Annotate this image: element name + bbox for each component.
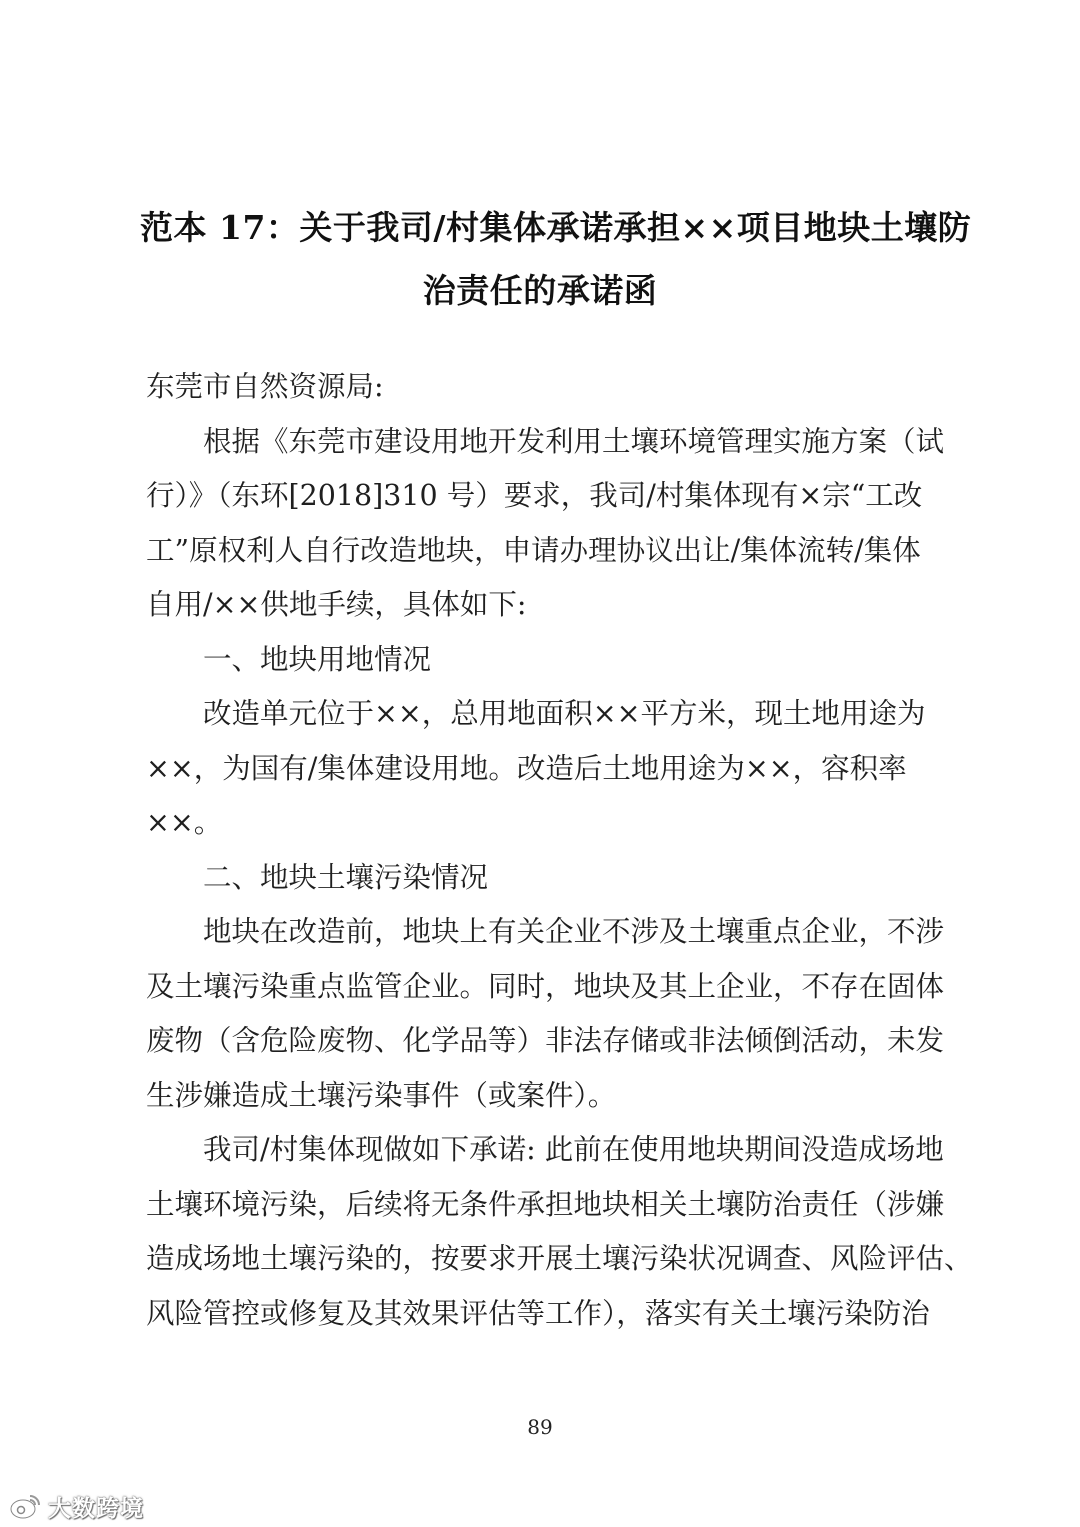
body-line: 造成场地土壤污染的，按要求开展土壤污染状况调查、风险评估、 bbox=[146, 1242, 973, 1275]
weibo-logo-icon bbox=[8, 1491, 42, 1521]
body-line: 自用/××供地手续，具体如下: bbox=[146, 588, 527, 621]
body-line: 工”原权利人自行改造地块，申请办理协议出让/集体流转/集体 bbox=[146, 533, 921, 567]
letter-body bbox=[146, 360, 973, 1341]
body-line: 及土壤污染重点监管企业。同时，地块及其上企业，不存在固体 bbox=[146, 969, 945, 1003]
document-title bbox=[140, 196, 972, 322]
body-line: ××。 bbox=[146, 806, 223, 839]
page-number: 89 bbox=[527, 1415, 553, 1439]
body-line: 风险管控或修复及其效果评估等工作），落实有关土壤污染防治 bbox=[146, 1296, 930, 1330]
title-line-1: 范本 17：关于我司/村集体承诺承担××项目地块土壤防 bbox=[140, 208, 972, 247]
salutation: 东莞市自然资源局: bbox=[146, 370, 384, 403]
body-line: ××，为国有/集体建设用地。改造后土地用途为××，容积率 bbox=[146, 751, 907, 785]
body-line: 土壤环境污染，后续将无条件承担地块相关土壤防治责任（涉嫌 bbox=[146, 1187, 945, 1221]
body-line: 我司/村集体现做如下承诺: 此前在使用地块期间没造成场地 bbox=[146, 1133, 944, 1166]
body-line: 废物（含危险废物、化学品等）非法存储或非法倾倒活动，未发 bbox=[146, 1024, 945, 1057]
body-line: 行）》（东环[2018]310 号）要求，我司/村集体现有×宗“工改 bbox=[146, 479, 923, 512]
body-line: 根据《东莞市建设用地开发利用土壤环境管理实施方案（试 bbox=[146, 424, 945, 458]
watermark bbox=[8, 1489, 144, 1523]
watermark-text: 大数跨境 bbox=[48, 1495, 144, 1522]
title-line-2: 治责任的承诺函 bbox=[422, 271, 658, 310]
body-line: 改造单元位于××，总用地面积××平方米，现土地用途为 bbox=[146, 697, 926, 730]
body-line: 地块在改造前，地块上有关企业不涉及土壤重点企业，不涉 bbox=[146, 915, 945, 948]
body-line: 生涉嫌造成土壤污染事件（或案件）。 bbox=[146, 1078, 617, 1112]
section-heading-2: 二、地块土壤污染情况 bbox=[146, 860, 489, 894]
section-heading-1: 一、地块用地情况 bbox=[146, 642, 432, 676]
